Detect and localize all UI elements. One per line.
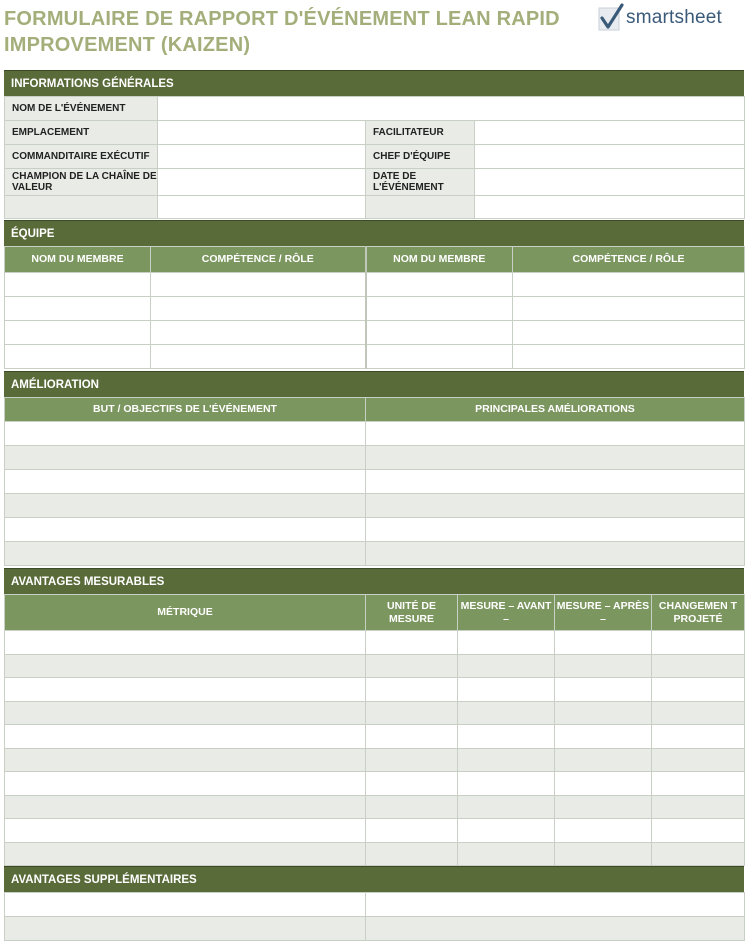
goal-cell[interactable] <box>5 422 366 446</box>
benefit-cell[interactable] <box>366 893 745 917</box>
member-role-cell[interactable] <box>151 321 366 345</box>
goal-cell[interactable] <box>5 446 366 470</box>
col-metric: MÉTRIQUE <box>5 595 366 631</box>
facilitator-field[interactable] <box>475 121 745 145</box>
col-main-improvements: PRINCIPALES AMÉLIORATIONS <box>366 398 745 422</box>
blank-label-cell <box>366 196 475 219</box>
improvement-cell[interactable] <box>366 542 745 566</box>
before-cell[interactable] <box>458 725 555 749</box>
member-name-cell[interactable] <box>5 345 151 369</box>
goal-cell[interactable] <box>5 494 366 518</box>
change-cell[interactable] <box>652 678 745 702</box>
metric-cell[interactable] <box>5 819 366 843</box>
table-row <box>5 518 745 542</box>
member-name-cell[interactable] <box>5 321 151 345</box>
measurable-benefits-section <box>4 568 744 866</box>
after-cell[interactable] <box>555 795 652 819</box>
metric-cell[interactable] <box>5 748 366 772</box>
sponsor-field[interactable] <box>158 145 366 169</box>
event-date-label: DATE DE L'ÉVÉNEMENT <box>366 169 475 196</box>
general-info-table <box>4 96 745 219</box>
table-row <box>5 345 745 369</box>
before-cell[interactable] <box>458 842 555 866</box>
member-role-cell[interactable] <box>513 345 745 369</box>
improvement-heading: AMÉLIORATION <box>4 371 744 397</box>
general-info-section <box>4 70 744 219</box>
after-cell[interactable] <box>555 678 652 702</box>
metric-cell[interactable] <box>5 725 366 749</box>
table-row <box>5 321 745 345</box>
metric-cell[interactable] <box>5 772 366 796</box>
member-name-cell[interactable] <box>366 345 513 369</box>
team-section <box>4 220 744 369</box>
table-row <box>5 631 745 655</box>
col-event-goals: BUT / OBJECTIFS DE L'ÉVÉNEMENT <box>5 398 366 422</box>
goal-cell[interactable] <box>5 470 366 494</box>
before-cell[interactable] <box>458 795 555 819</box>
member-role-cell[interactable] <box>513 273 745 297</box>
team-table <box>4 246 745 369</box>
additional-benefits-section <box>4 866 744 941</box>
before-cell[interactable] <box>458 631 555 655</box>
benefit-cell[interactable] <box>366 917 745 941</box>
change-cell[interactable] <box>652 772 745 796</box>
unit-cell[interactable] <box>366 795 458 819</box>
table-row <box>5 917 745 941</box>
benefit-cell[interactable] <box>5 893 366 917</box>
metric-cell[interactable] <box>5 654 366 678</box>
event-date-field[interactable] <box>475 169 745 196</box>
logo-text: smartsheet <box>626 7 722 28</box>
table-row <box>5 446 745 470</box>
before-cell[interactable] <box>458 819 555 843</box>
col-projected-change: CHANGEMEN T PROJETÉ <box>652 595 745 631</box>
event-name-field[interactable] <box>158 97 745 121</box>
measurable-benefits-table <box>4 594 745 866</box>
after-cell[interactable] <box>555 725 652 749</box>
col-skill-role-2: COMPÉTENCE / RÔLE <box>513 247 745 273</box>
col-after: MESURE – APRÈS – <box>555 595 652 631</box>
table-row <box>5 893 745 917</box>
change-cell[interactable] <box>652 819 745 843</box>
improvement-cell[interactable] <box>366 470 745 494</box>
improvement-cell[interactable] <box>366 446 745 470</box>
table-row <box>5 772 745 796</box>
col-before: MESURE – AVANT – <box>458 595 555 631</box>
before-cell[interactable] <box>458 678 555 702</box>
unit-cell[interactable] <box>366 701 458 725</box>
member-role-cell[interactable] <box>151 273 366 297</box>
table-row <box>5 701 745 725</box>
goal-cell[interactable] <box>5 518 366 542</box>
table-row <box>5 654 745 678</box>
unit-cell[interactable] <box>366 654 458 678</box>
title-line-2: IMPROVEMENT (KAIZEN) <box>4 34 251 56</box>
table-row <box>5 422 745 446</box>
additional-benefits-table <box>4 892 745 941</box>
member-role-cell[interactable] <box>151 297 366 321</box>
before-cell[interactable] <box>458 654 555 678</box>
blank-field[interactable] <box>158 196 366 219</box>
metric-cell[interactable] <box>5 795 366 819</box>
after-cell[interactable] <box>555 819 652 843</box>
table-row <box>5 273 745 297</box>
change-cell[interactable] <box>652 654 745 678</box>
before-cell[interactable] <box>458 772 555 796</box>
change-cell[interactable] <box>652 725 745 749</box>
col-unit: UNITÉ DE MESURE <box>366 595 458 631</box>
table-row <box>5 725 745 749</box>
checkmark-icon <box>598 3 624 33</box>
after-cell[interactable] <box>555 631 652 655</box>
table-row <box>5 542 745 566</box>
measurable-benefits-heading: AVANTAGES MESURABLES <box>4 568 744 594</box>
smartsheet-logo[interactable] <box>598 2 744 34</box>
benefit-cell[interactable] <box>5 917 366 941</box>
unit-cell[interactable] <box>366 725 458 749</box>
metric-cell[interactable] <box>5 631 366 655</box>
improvement-cell[interactable] <box>366 494 745 518</box>
member-name-cell[interactable] <box>366 321 513 345</box>
member-role-cell[interactable] <box>513 297 745 321</box>
team-heading: ÉQUIPE <box>4 220 744 246</box>
improvement-cell[interactable] <box>366 422 745 446</box>
change-cell[interactable] <box>652 795 745 819</box>
after-cell[interactable] <box>555 772 652 796</box>
metric-cell[interactable] <box>5 842 366 866</box>
unit-cell[interactable] <box>366 678 458 702</box>
after-cell[interactable] <box>555 842 652 866</box>
table-row <box>5 795 745 819</box>
improvement-table <box>4 397 745 566</box>
additional-benefits-heading: AVANTAGES SUPPLÉMENTAIRES <box>4 866 744 892</box>
team-lead-field[interactable] <box>475 145 745 169</box>
metric-cell[interactable] <box>5 678 366 702</box>
after-cell[interactable] <box>555 701 652 725</box>
unit-cell[interactable] <box>366 748 458 772</box>
member-name-cell[interactable] <box>5 297 151 321</box>
sponsor-label: COMMANDITAIRE EXÉCUTIF <box>5 145 158 169</box>
change-cell[interactable] <box>652 842 745 866</box>
team-lead-label: CHEF D'ÉQUIPE <box>366 145 475 169</box>
table-row <box>5 819 745 843</box>
blank-field[interactable] <box>475 196 745 219</box>
table-row <box>5 494 745 518</box>
facilitator-label: FACILITATEUR <box>366 121 475 145</box>
metric-cell[interactable] <box>5 701 366 725</box>
title-line-1: FORMULAIRE DE RAPPORT D'ÉVÉNEMENT LEAN RAPID <box>4 8 560 30</box>
unit-cell[interactable] <box>366 631 458 655</box>
improvement-section <box>4 371 744 566</box>
change-cell[interactable] <box>652 701 745 725</box>
before-cell[interactable] <box>458 748 555 772</box>
member-name-cell[interactable] <box>366 297 513 321</box>
col-member-name: NOM DU MEMBRE <box>5 247 151 273</box>
improvement-cell[interactable] <box>366 518 745 542</box>
member-role-cell[interactable] <box>151 345 366 369</box>
general-info-heading: INFORMATIONS GÉNÉRALES <box>4 70 744 96</box>
table-row <box>5 678 745 702</box>
champion-field[interactable] <box>158 169 366 196</box>
before-cell[interactable] <box>458 701 555 725</box>
unit-cell[interactable] <box>366 772 458 796</box>
event-name-label: NOM DE L'ÉVÉNEMENT <box>5 97 158 121</box>
goal-cell[interactable] <box>5 542 366 566</box>
table-row <box>5 748 745 772</box>
after-cell[interactable] <box>555 654 652 678</box>
table-row <box>5 297 745 321</box>
unit-cell[interactable] <box>366 819 458 843</box>
table-row <box>5 470 745 494</box>
change-cell[interactable] <box>652 748 745 772</box>
member-name-cell[interactable] <box>366 273 513 297</box>
table-row <box>5 842 745 866</box>
col-skill-role: COMPÉTENCE / RÔLE <box>151 247 366 273</box>
blank-label-cell <box>5 196 158 219</box>
change-cell[interactable] <box>652 631 745 655</box>
location-field[interactable] <box>158 121 366 145</box>
champion-label: CHAMPION DE LA CHAÎNE DE VALEUR <box>5 169 158 196</box>
col-member-name-2: NOM DU MEMBRE <box>366 247 513 273</box>
member-role-cell[interactable] <box>513 321 745 345</box>
location-label: EMPLACEMENT <box>5 121 158 145</box>
member-name-cell[interactable] <box>5 273 151 297</box>
page-title <box>4 6 564 58</box>
after-cell[interactable] <box>555 748 652 772</box>
unit-cell[interactable] <box>366 842 458 866</box>
